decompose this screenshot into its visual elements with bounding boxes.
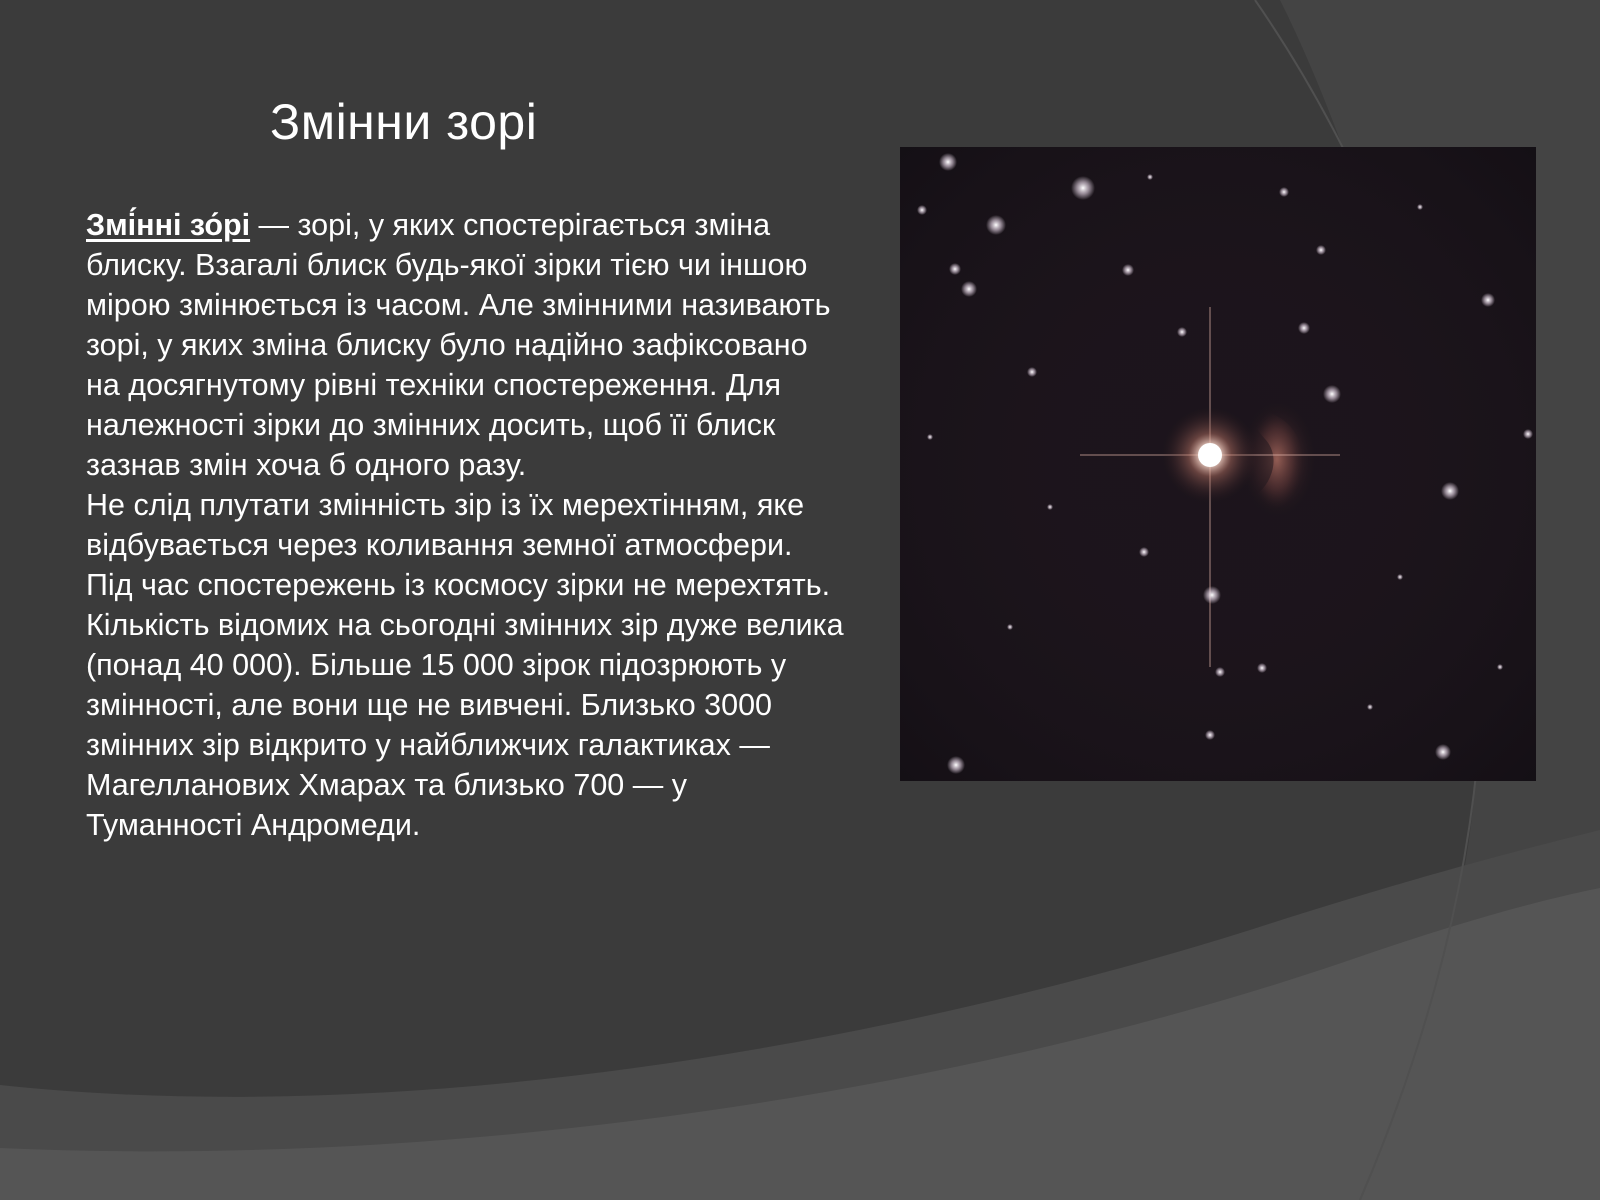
- slide-title: Змінни зорі: [270, 94, 538, 150]
- paragraph-statistics: Кількість відомих на сьогодні змінних зір дуже велика (понад 40 000). Більше 15 000 зірок підозрюють у змінності, але вони ще не вивчені. Близько 3000 змінних зір відкрито у найближчих галактиках — Магелланових Хмарах та близько 700 — у Туманності Андромеди.: [86, 608, 844, 842]
- star-field-image: [900, 147, 1536, 781]
- paragraph-definition: [86, 205, 846, 485]
- body-text: [86, 205, 846, 845]
- star-photo: [900, 147, 1536, 781]
- definition-text: — зорі, у яких спостерігається зміна блиску. Взагалі блиск будь-якої зірки тією чи іншою мірою змінюється із часом. Але змінними називають зорі, у яких зміна блиску було надійно зафіксовано на досягнутому рівні техніки спостереження. Для належності зірки до змінних досить, щоб її блиск зазнав змін хоча б одного разу.: [86, 208, 831, 482]
- term-link[interactable]: Змі́нні зо́рі: [86, 208, 251, 242]
- paragraph-twinkling: Не слід плутати змінність зір із їх мерехтінням, яке відбувається через коливання земної атмосфери. Під час спостережень із космосу зірки не мерехтять.: [86, 488, 831, 602]
